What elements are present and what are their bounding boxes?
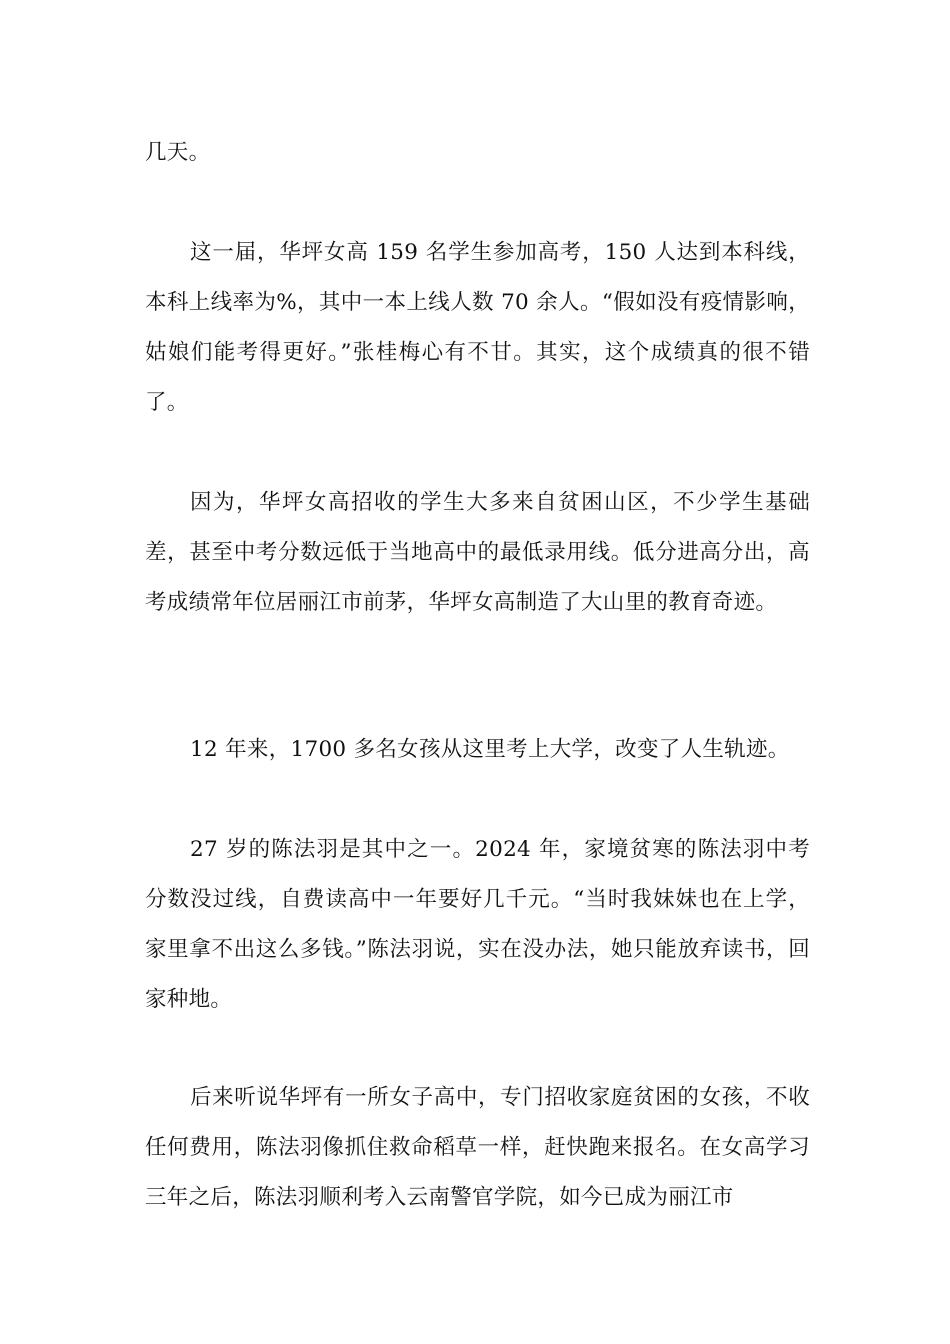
paragraph-twelve-years: 12 年来，1700 多名女孩从这里考上大学，改变了人生轨迹。: [190, 737, 790, 762]
paragraph-exam-results: 这一届，华坪女高 159 名学生参加高考，150 人达到本科线，本科上线率为%，其中一本上线人数 70 余人。“假如没有疫情影响，姑娘们能考得更好。”张桂梅心有不甘。其实，这个成绩真的很不错了。: [145, 240, 810, 415]
paragraph-chen-fayu: 27 岁的陈法羽是其中之一。2024 年，家境贫寒的陈法羽中考分数没过线，自费读高中一年要好几千元。“当时我妹妹也在上学，家里拿不出这么多钱。”陈法羽说，实在没办法，她只能放弃读书，回家种地。: [145, 837, 810, 1012]
paragraph-continuation: 几天。: [145, 140, 211, 165]
paragraph-girls-high-school: 后来听说华坪有一所女子高中，专门招收家庭贫困的女孩，不收任何费用，陈法羽像抓住救命稻草一样，赶快跑来报名。在女高学习三年之后，陈法羽顺利考入云南警官学院，如今已成为丽江市: [145, 1085, 810, 1210]
paragraph-education-miracle: 因为，华坪女高招收的学生大多来自贫困山区，不少学生基础差，甚至中考分数远低于当地高中的最低录用线。低分进高分出，高考成绩常年位居丽江市前茅，华坪女高制造了大山里的教育奇迹。: [145, 490, 810, 615]
